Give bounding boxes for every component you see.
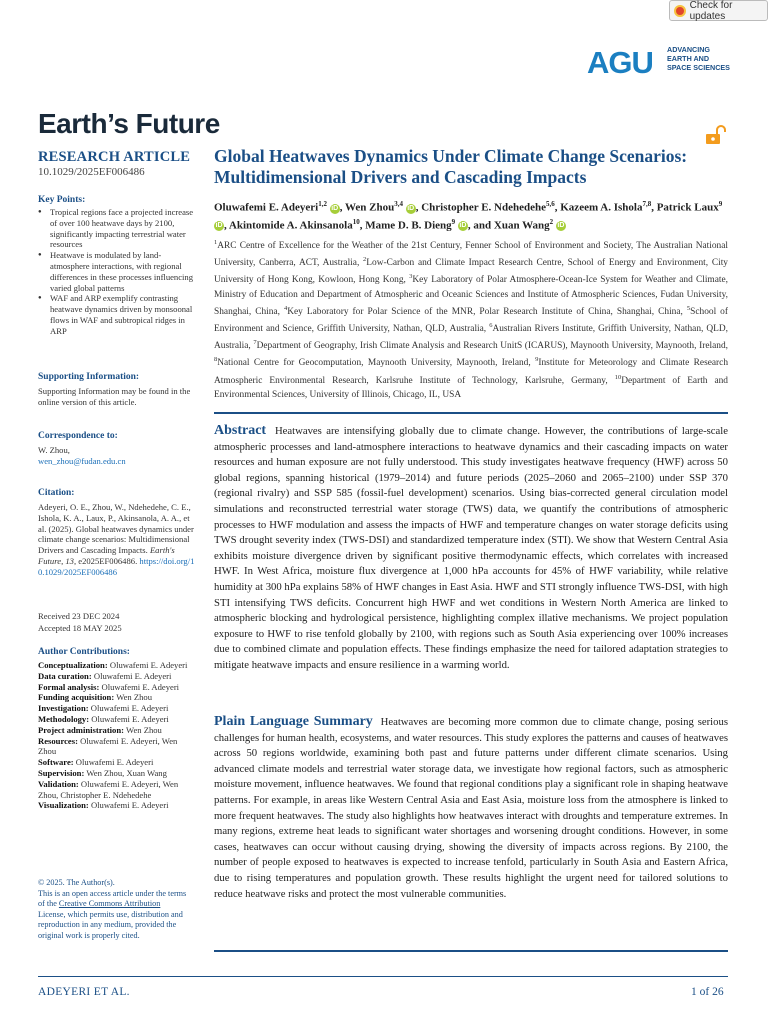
affiliation: Key Laboratory for Polar Science of the MNR, Polar Research Institute of China, Shanghai, China, [287,306,687,317]
list-item: Project administration: Wen Zhou [38,724,162,735]
correspondence-email[interactable]: wen_zhou@fudan.edu.cn [38,456,126,466]
agu-tagline: ADVANCING EARTH AND SPACE SCIENCES [667,45,730,72]
section-divider [214,950,728,952]
agu-logo: AGU [587,45,653,80]
contributions-list [38,660,196,811]
footer-author: ADEYERI ET AL. [38,986,130,998]
author-name: Oluwafemi E. Adeyeri [214,201,319,214]
affiliation: ARC Centre of Excellence for the Weather of the 21st Century, Fenner School of Environment and Society, The Australian National University, Canberra, ACT, Australia, [214,241,728,269]
list-item: Visualization: Oluwafemi E. Adeyeri [38,800,169,811]
list-item: Validation: Oluwafemi E. Adeyeri, Wen Zhou, Christopher E. Ndehedehe [38,778,179,800]
list-item: ● Heatwave is modulated by land-atmosphere interactions, with regional differences in these processes influencing varied global patterns [38,250,196,293]
list-item: Software: Oluwafemi E. Adeyeri [38,757,154,768]
journal-name: Earth’s Future [38,108,220,139]
orcid-icon[interactable]: iD [215,222,223,230]
license-notice: © 2025. The Author(s). This is an open access article under the terms of the Creative Commons Attribution License, which permits use, distribution and reproduction in any medium, provided the original work is properly cited. [38,878,187,940]
article-type: RESEARCH ARTICLE [38,149,191,165]
author-name: Akintomide A. Akinsanola [228,219,353,232]
list-item: Data curation: Oluwafemi E. Adeyeri [38,670,172,681]
citation-heading: Citation: [38,488,75,498]
author-name: Patrick Laux [656,201,719,214]
list-item: ● WAF and ARP exemplify contrasting heatwave dynamics driven by monsoonal flows in WAF and subtropical ridges in ARP [38,293,196,336]
plain-language-summary [214,714,728,902]
author-list: Oluwafemi E. Adeyeri$^{1,2}$ iD , Wen Zhou$^{3,4}$ iD , Christopher E. Ndehedehe$^{5,6}$, Kazeem A. Ishola$^{7,8}$, Patrick Laux$^9$ iD , Akintomide A. Akinsanola$^{10}$, Mame D. B. Dieng$^9$ iD , and Xuan Wang$^2$ iD [214,200,723,232]
footer-divider [38,976,728,977]
citation-link[interactable]: https://doi.org/10.1029/2025EF006486 [38,555,195,577]
crossmark-icon [674,5,686,17]
author-name: Xuan Wang [493,219,550,232]
pls-text: Heatwaves are becoming more common due to climate change, posing serious challenges for human health, ecosystems, and water resources. This study explores the patterns and causes of heatwaves across 50 regions worldwide, examining both past and future patterns under different climate scenarios. Using advanced climate models and terrestrial water storage data, we investigate how regional factors, such as atmospheric moisture movement, influence heatwaves. We found that regional conditions play a significant role in shaping heatwave patterns. For example, in areas like Western Central Asia and East Asia, moisture loss from the atmosphere is linked to more frequent heatwaves. The study also highlights how heatwaves interact with droughts and temperature extremes. In many regions, extreme heat leads to significant water shortages and worsening drought conditions. However, in some cases, heatwaves can occur without causing drying, showing the diversity of impacts across regions. By 2100, the number of people exposed to heatwaves is expected to increase tenfold, particularly in South Asia and Eastern Africa, due to rising temperatures and population growth. These results highlight the urgent need for tailored solutions to reduce heatwave risks and protect the most vulnerable communities. [214,716,728,900]
supporting-text: Supporting Information may be found in the online version of this article. [38,386,191,407]
key-points-list [38,207,196,337]
abstract-text: Heatwaves are intensifying globally due to climate change. However, the contributions of large-scale atmospheric processes and land-atmosphere interactions to heatwave dynamics and their cascading impacts on water resources and human exposure are not fully understood. This study investigates heatwave frequency (HWF) across 50 global regions, spanning historical (1979–2014) and future periods (2025–2060 and 2065–2100) under SSP 370 (regional rivalry) and SSP 585 (fossil-fuel development) scenarios. Using bias-corrected general circulation model simulations and reconstructed terrestrial water storage (TWS) data, we quantify the contributions of atmospheric processes to HWF modulation and assess the impacts of HWF and temperature changes on water storage deficits using TWS drought severity index (TWS-DSI) and standardized temperature index (STI). We show that Western Central Asia exhibits moisture divergence driven by significant positive thermodynamic effects, which correlates with increased HWF. In West Africa, moisture flux divergence at 1,000 hPa accounts for 45% of HWF variability, while relative humidity at 300 hPa explains 58% of HWF changes in East Asia. HWF and STI strongly influence TWS-DSI, with high STI intensifying TWS deficits. Concurrent high HWF and wet conditions in Western North America are linked to atmospheric blocking and hydrological persistence, highlighting complex illative mechanisms. We project population exposure to HWF to rise tenfold globally by 2100, with regions such as South Asia experiencing over 100% increases due to combined climate and population effects. These findings emphasize the need for tailored adaptation strategies to mitigate heatwave impacts and ensure resilience in a warming world. [214,425,728,671]
affiliation: Low-Carbon and Climate Impact Research Centre, School of Energy and Environment, City University of Hong Kong, Kowloon, Hong Kong, [214,258,728,286]
abstract [214,423,728,674]
list-item: Investigation: Oluwafemi E. Adeyeri [38,703,169,714]
affiliations: $^1$ARC Centre of Excellence for the Weather of the 21st Century, Fenner School of Environment and Society, The Australian National University, Canberra, ACT, Australia, $^2$Low-Carbon and Climate Impact Research Centre, School of Energy and Environment, City University of Hong Kong, Kowloon, Hong Kong, $^3$Key Laboratory of Polar Atmosphere-Ocean-Ice System for Weather and Climate, Ministry of Education and Department of Atmospheric and Oceanic Sciences and Institute of Atmospheric Sciences, Fudan University, Shanghai, China, $^4$Key Laboratory for Polar Science of the MNR, Polar Research Institute of China, Shanghai, China, $^5$School of Environment and Science, Griffith University, Nathan, QLD, Australia, $^6$Australian Rivers Institute, Griffith University, Nathan, QLD, Australia, $^7$Department of Geography, Irish Climate Analysis and Research UnitS (ICARUS), Maynooth University, Maynooth, Ireland, $^8$National Centre for Geocomputation, Maynooth University, Maynooth, Ireland, $^9$Institute for Meteorology and Climate Research Atmospheric Environmental Research, Karlsruhe Institute of Technology, Karlsruhe, Germany, $^{10}$Department of Earth and Environmental Sciences, University of Illinois, Chicago, IL, USA [214,239,729,400]
page-number: 1 of 26 [691,986,724,998]
orcid-icon[interactable]: iD [331,204,339,212]
orcid-icon[interactable]: iD [407,204,415,212]
pls-heading: Plain Language Summary [214,714,373,729]
open-access-lock-icon [705,125,727,145]
author-name: Kazeem A. Ishola [560,201,643,214]
orcid-icon[interactable]: iD [557,222,565,230]
key-points-heading: Key Points: [38,195,86,205]
affiliation: Department of Geography, Irish Climate Analysis and Research UnitS (ICARUS), Maynooth University, Maynooth, Ireland, [256,341,728,352]
contributions-heading: Author Contributions: [38,647,130,657]
author-name: Wen Zhou [345,201,395,214]
list-item: Resources: Oluwafemi E. Adeyeri, Wen Zhou [38,735,178,757]
list-item: Formal analysis: Oluwafemi E. Adeyeri [38,681,180,692]
check-for-updates-button[interactable] [669,0,768,21]
author-name: Christopher E. Ndehedehe [421,201,546,214]
affiliation: Department of Earth and Environmental Sciences, University of Illinois, Chicago, IL, USA [214,375,728,400]
list-item: Conceptualization: Oluwafemi E. Adeyeri [38,660,188,670]
affiliation: Institute for Meteorology and Climate Research Atmospheric Environmental Research, Karlsruhe Institute of Technology, Karlsruhe, Germany, [214,358,729,386]
list-item: ● Tropical regions face a projected increase of over 100 heatwave days by 2100, significantly impacting terrestrial water resources [38,207,196,250]
affiliation: Key Laboratory of Polar Atmosphere-Ocean-Ice System for Weather and Climate, Ministry of Education and Department of Atmospheric and Oceanic Sciences and Institute of Atmospheric Sciences, Fudan University, Shanghai, China, [214,275,728,317]
received-date: Received 23 DEC 2024 [38,611,120,621]
correspondence-name: W. Zhou, [38,445,70,455]
affiliation: Australian Rivers Institute, Griffith University, Nathan, QLD, Australia, [214,324,728,352]
affiliation: School of Environment and Science, Griffith University, Nathan, QLD, Australia, [214,306,728,335]
author-name: Mame D. B. Dieng [365,219,452,232]
abstract-heading: Abstract [214,423,267,438]
article-doi: 10.1029/2025EF006486 [38,166,145,178]
check-for-updates-label: Check for updates [689,0,733,22]
affiliation: National Centre for Geocomputation, Maynooth University, Maynooth, Ireland, [217,358,536,369]
citation-text: Adeyeri, O. E., Zhou, W., Ndehedehe, C. E., Ishola, K. A., Laux, P., Akinsanola, A. A., et al. (2025). Global heatwaves dynamics under climate change scenarios: Multidimensional Drivers and Cascading Impacts. Earth's Future, 13, e2025EF006486. https://doi.org/10.1029/2025EF006486 [38,502,195,577]
list-item: Supervision: Wen Zhou, Xuan Wang [38,767,167,778]
section-divider [214,412,728,414]
license-link[interactable]: Creative Commons Attribution [58,899,161,909]
supporting-heading: Supporting Information: [38,372,140,382]
article-title: Global Heatwaves Dynamics Under Climate Change Scenarios: Multidimensional Drivers and Cascading Impacts [214,146,688,187]
correspondence-heading: Correspondence to: [38,431,118,441]
list-item: Funding acquisition: Wen Zhou [38,692,153,703]
list-item: Methodology: Oluwafemi E. Adeyeri [38,713,169,724]
accepted-date: Accepted 18 MAY 2025 [38,623,122,633]
orcid-icon[interactable]: iD [459,222,467,230]
